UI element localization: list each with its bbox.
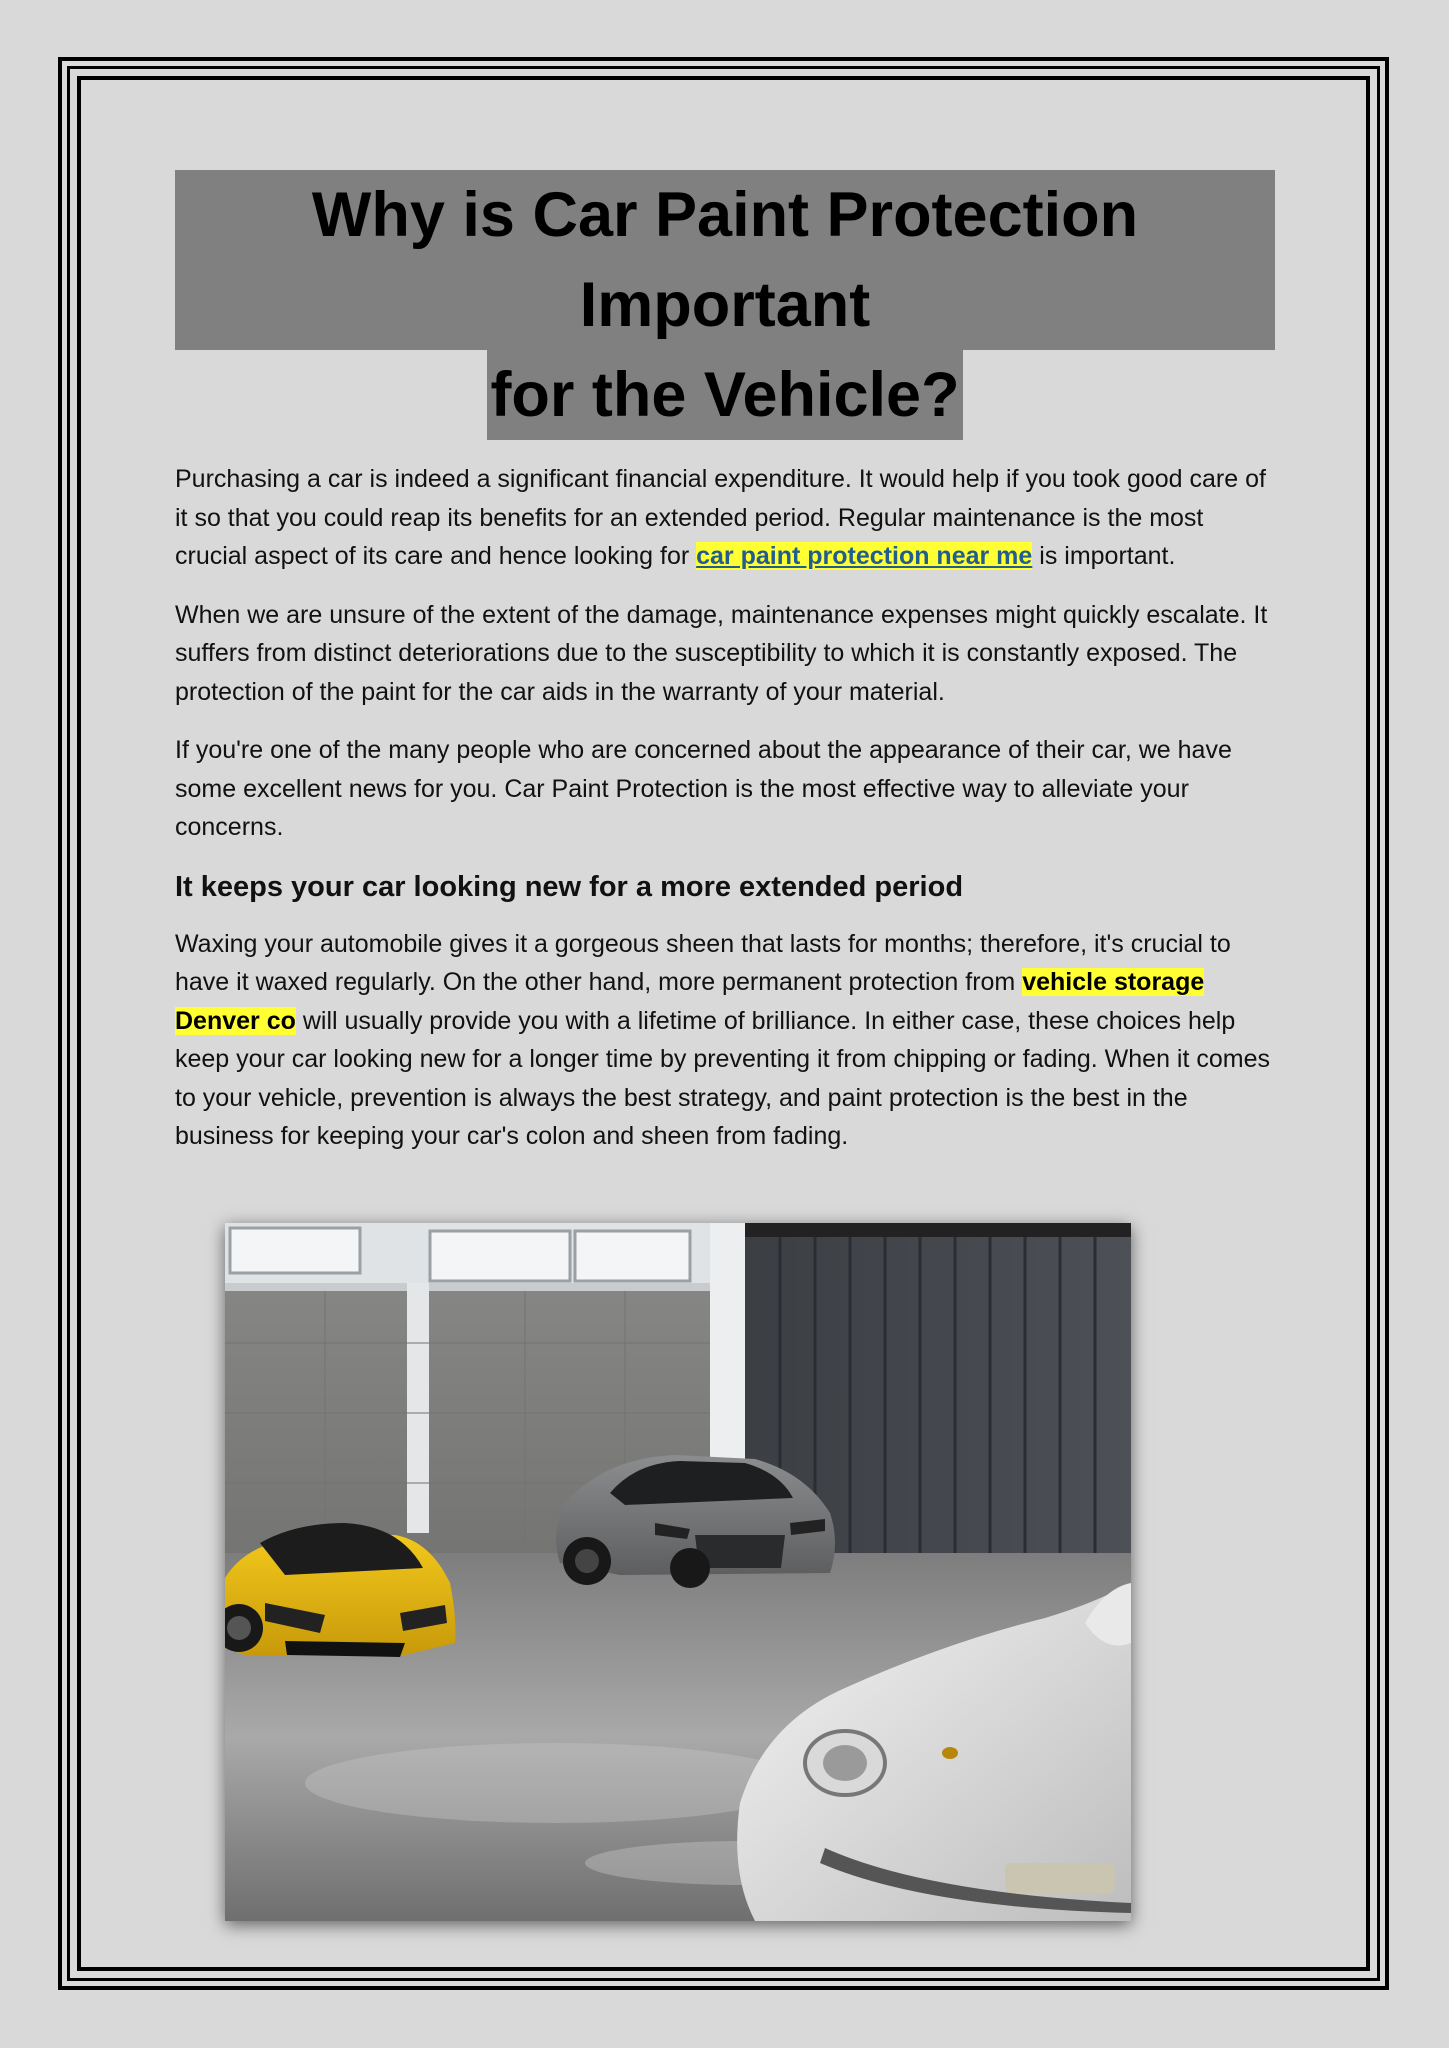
page-title-line-1: Why is Car Paint Protection Important	[175, 170, 1275, 350]
car-paint-protection-link[interactable]: car paint protection near me	[696, 542, 1033, 570]
page-title	[175, 170, 1275, 440]
paragraph-maintenance: When we are unsure of the extent of the damage, maintenance expenses might quickly escalate. It suffers from distinct deteriorations due to the susceptibility to which it is constantly exposed. The protection of the paint for the car aids in the warranty of your material.	[175, 600, 1268, 706]
section-heading: It keeps your car looking new for a more extended period	[175, 870, 964, 903]
garage-cars-photo	[225, 1223, 1131, 1921]
paragraph-waxing-text: Waxing your automobile gives it a gorgeous sheen that lasts for months; therefore, it's crucial to have it waxed regularly. On the other hand, more permanent protection from	[175, 929, 1231, 996]
paragraph-intro	[175, 460, 1275, 576]
vehicle-storage-highlight: vehicle storage Denver co	[175, 968, 1205, 1035]
paragraph-waxing	[175, 925, 1275, 1156]
paragraph-waxing-tail: will usually provide you with a lifetime of brilliance. In either case, these choices help keep your car looking new for a longer time by preventing it from chipping or fading. When it comes to your vehicle, prevention is always the best strategy, and paint protection is the best in the business for keeping your car's colon and sheen from fading.	[175, 1006, 1270, 1150]
paragraph-intro-tail: is important.	[1032, 542, 1176, 570]
page-title-line-2: for the Vehicle?	[487, 350, 962, 440]
paragraph-appearance: If you're one of the many people who are concerned about the appearance of their car, we have some excellent news for you. Car Paint Protection is the most effective way to alleviate your concerns.	[175, 736, 1232, 841]
paragraph-intro-text: Purchasing a car is indeed a significant financial expenditure. It would help if you took good care of it so that you could reap its benefits for an extended period. Regular maintenance is the most crucial aspect of its care and hence looking for	[175, 465, 1266, 570]
document-body	[175, 170, 1275, 1176]
